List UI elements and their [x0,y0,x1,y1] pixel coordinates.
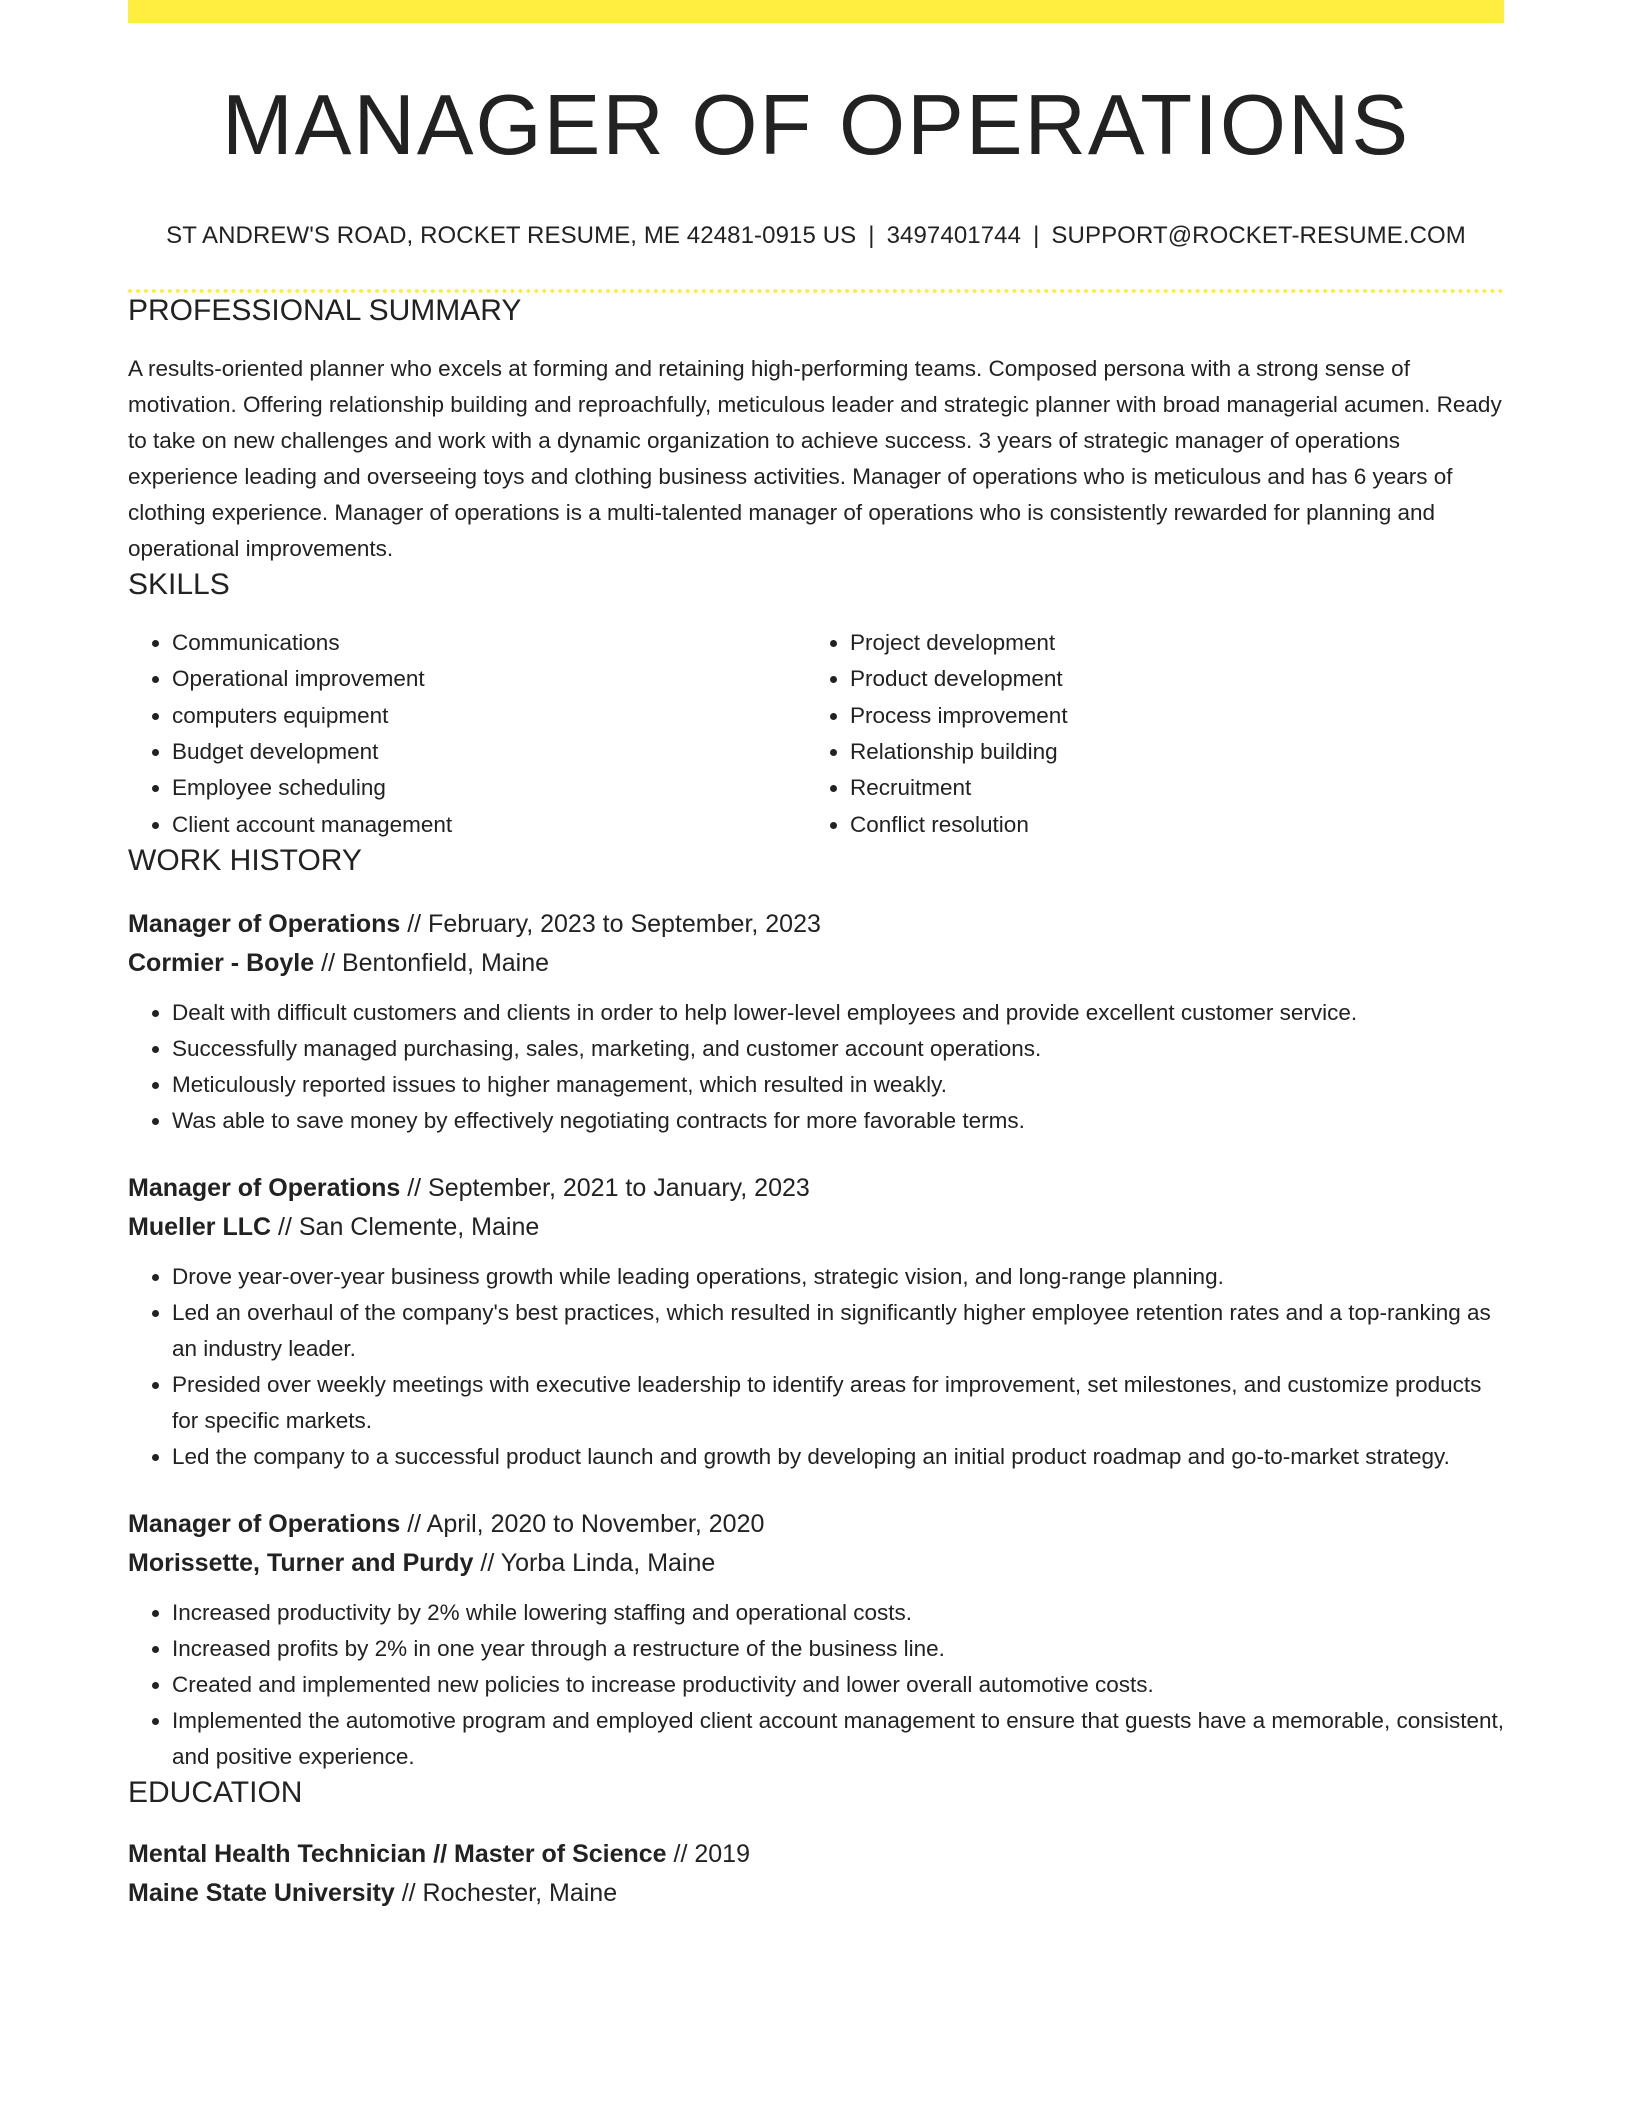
job-company-line [128,1208,1504,1247]
resume-name: MANAGER OF OPERATIONS [221,78,1411,173]
skill-item: • Client account management [172,807,806,843]
skill-item: • Product development [850,661,1484,697]
job-bullet: • Dealt with difficult customers and clients in order to help lower-level employees and provide excellent customer service. [172,995,1504,1031]
education-school: Maine State University [128,1879,395,1908]
job-location: // Bentonfield, Maine [314,949,550,978]
job-location: // San Clemente, Maine [271,1213,540,1242]
job-company-line [128,1544,1504,1583]
skills-column-right [806,625,1484,843]
job-entry [128,905,1504,1139]
summary-text: A results-oriented planner who excels at forming and retaining high-performing teams. Composed persona with a strong sense of motivation. Offering relationship building and reproachfully, meticulous leader and strategic planner with broad managerial acumen. Ready to take on new challenges and work with a dynamic organization to achieve success. 3 years of strategic manager of operations experience leading and overseeing toys and clothing business activities. Manager of operations who is meticulous and has 6 years of clothing experience. Manager of operations is a multi-talented manager of operations who is consistently rewarded for planning and operational improvements. [128,355,1502,561]
job-bullet: • Led the company to a successful product launch and growth by developing an initial product roadmap and go-to-market strategy. [172,1439,1504,1475]
job-bullet: • Increased productivity by 2% while lowering staffing and operational costs. [172,1595,1504,1631]
job-bullet: • Implemented the automotive program and employed client account management to ensure that guests have a memorable, consistent, and positive experience. [172,1703,1504,1775]
job-title: Manager of Operations [128,910,401,939]
job-dates: // April, 2020 to November, 2020 [400,1510,765,1539]
job-bullet: • Created and implemented new policies to increase productivity and lower overall automotive costs. [172,1667,1504,1703]
skills-column-left [128,625,806,843]
skill-item: • computers equipment [172,698,806,734]
skill-item: • Relationship building [850,734,1484,770]
education-entry [128,1835,1504,1913]
contact-phone: 3497401744 [886,222,1022,249]
skill-item: • Budget development [172,734,806,770]
job-bullets [128,1595,1504,1775]
job-bullet: • Led an overhaul of the company's best practices, which resulted in significantly higher employee retention rates and a top-ranking as an industry leader. [172,1295,1504,1367]
job-bullet: • Drove year-over-year business growth while leading operations, strategic vision, and long-range planning. [172,1259,1504,1295]
job-company-line [128,944,1504,983]
skills-heading: SKILLS [128,567,230,601]
summary-heading: PROFESSIONAL SUMMARY [128,293,522,327]
job-title-line [128,1169,1504,1208]
contact-email: SUPPORT@ROCKET-RESUME.COM [1051,222,1466,249]
job-company: Cormier - Boyle [128,949,315,978]
skill-item: • Communications [172,625,806,661]
job-company: Mueller LLC [128,1213,272,1242]
education-year: // 2019 [666,1840,750,1869]
job-bullets [128,995,1504,1139]
job-bullet: • Meticulously reported issues to higher management, which resulted in weakly. [172,1067,1504,1103]
contact-separator: | [868,222,875,249]
skills-list [128,625,1504,843]
job-bullet: • Was able to save money by effectively negotiating contracts for more favorable terms. [172,1103,1504,1139]
job-title-line [128,1505,1504,1544]
job-title: Manager of Operations [128,1174,401,1203]
job-entry [128,1505,1504,1775]
skill-item: • Recruitment [850,770,1484,806]
work-history-heading: WORK HISTORY [128,844,362,878]
job-bullet: • Increased profits by 2% in one year through a restructure of the business line. [172,1631,1504,1667]
contact-separator: | [1033,222,1040,249]
job-bullet: • Presided over weekly meetings with executive leadership to identify areas for improvement, set milestones, and customize products for specific markets. [172,1367,1504,1439]
job-dates: // September, 2021 to January, 2023 [400,1174,810,1203]
education-location: // Rochester, Maine [394,1879,618,1908]
contact-address: ST ANDREW'S ROAD, ROCKET RESUME, ME 42481-0915 US [166,222,857,249]
job-title-line [128,905,1504,944]
top-accent-bar [128,0,1504,23]
job-company: Morissette, Turner and Purdy [128,1549,474,1578]
skill-item: • Process improvement [850,698,1484,734]
education-heading: EDUCATION [128,1776,303,1810]
job-bullets [128,1259,1504,1475]
skill-item: • Operational improvement [172,661,806,697]
skill-item: • Employee scheduling [172,770,806,806]
job-bullet: • Successfully managed purchasing, sales, marketing, and customer account operations. [172,1031,1504,1067]
education-school-line [128,1874,1504,1913]
education-degree: Mental Health Technician // Master of Science [128,1840,667,1869]
skill-item: • Project development [850,625,1484,661]
skill-item: • Conflict resolution [850,807,1484,843]
job-title: Manager of Operations [128,1510,401,1539]
resume-page [128,0,1504,1913]
education-degree-line [128,1835,1504,1874]
job-entry [128,1169,1504,1475]
job-location: // Yorba Linda, Maine [473,1549,716,1578]
contact-line [128,222,1504,251]
job-dates: // February, 2023 to September, 2023 [400,910,821,939]
